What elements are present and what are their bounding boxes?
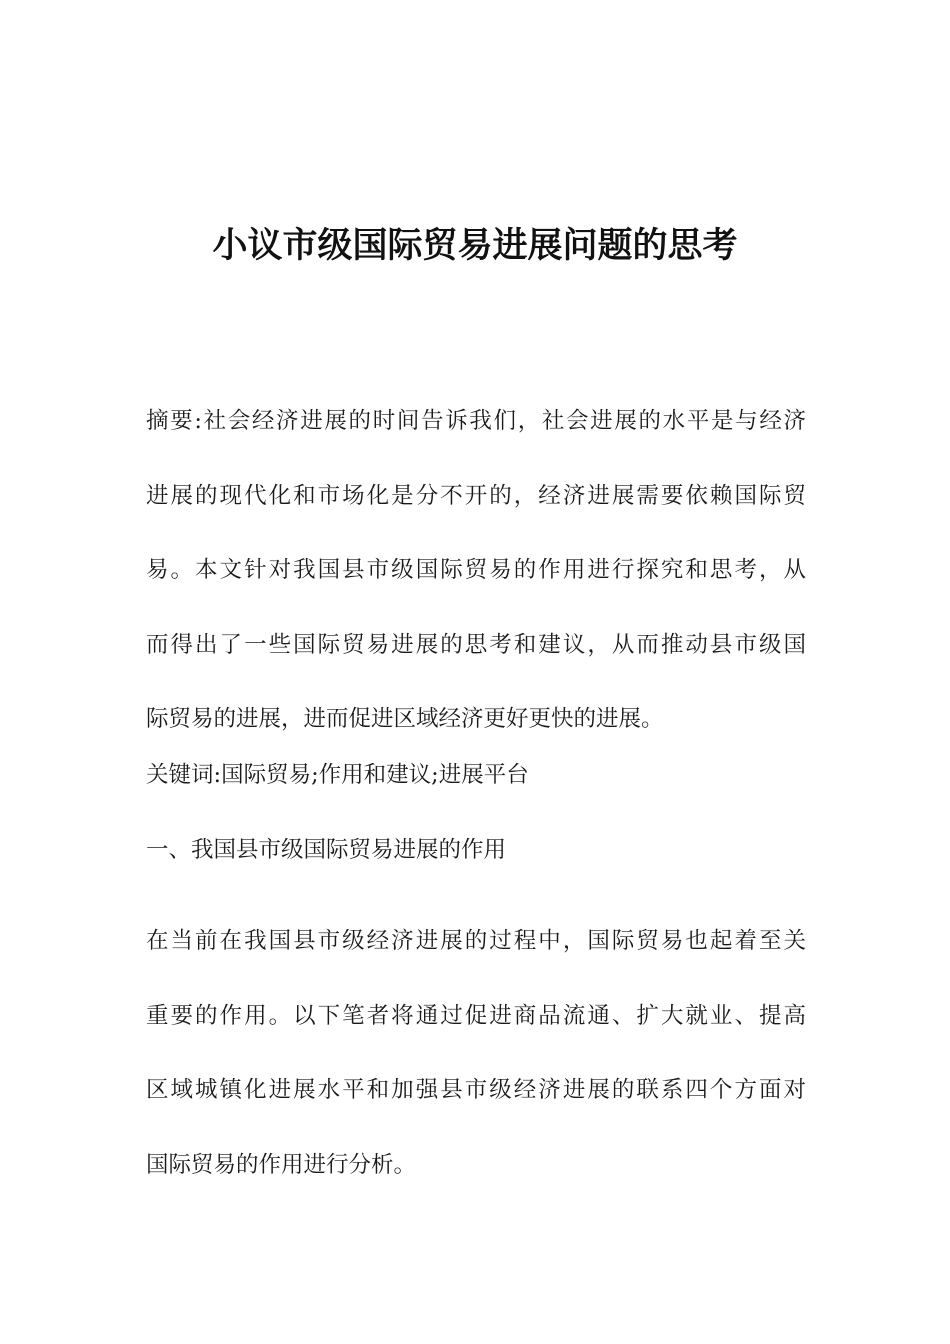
section-heading: 一、我国县市级国际贸易进展的作用 [146, 837, 507, 863]
abstract-line: 摘要:社会经济进展的时间告诉我们，社会进展的水平是与经济 [146, 408, 806, 434]
abstract-line: 而得出了一些国际贸易进展的思考和建议，从而推动县市级国 [146, 631, 806, 658]
section-line: 在当前在我国县市级经济进展的过程中，国际贸易也起着至关 [146, 928, 806, 954]
abstract-line: 际贸易的进展，进而促进区域经济更好更快的进展。 [146, 706, 664, 732]
abstract-line: 进展的现代化和市场化是分不开的，经济进展需要依赖国际贸 [146, 482, 806, 509]
document-title: 小议市级国际贸易进展问题的思考 [212, 226, 738, 266]
abstract-line: 易。本文针对我国县市级国际贸易的作用进行探究和思考，从 [146, 557, 806, 583]
keywords-line: 关键词:国际贸易;作用和建议;进展平台 [146, 762, 529, 788]
section-line: 区域城镇化进展水平和加强县市级经济进展的联系四个方面对 [146, 1077, 806, 1103]
section-paragraph [146, 904, 806, 1202]
section-line: 重要的作用。以下笔者将通过促进商品流通、扩大就业、提高 [146, 1002, 806, 1029]
abstract-paragraph [146, 384, 806, 757]
section-line: 国际贸易的作用进行分析。 [146, 1151, 417, 1178]
